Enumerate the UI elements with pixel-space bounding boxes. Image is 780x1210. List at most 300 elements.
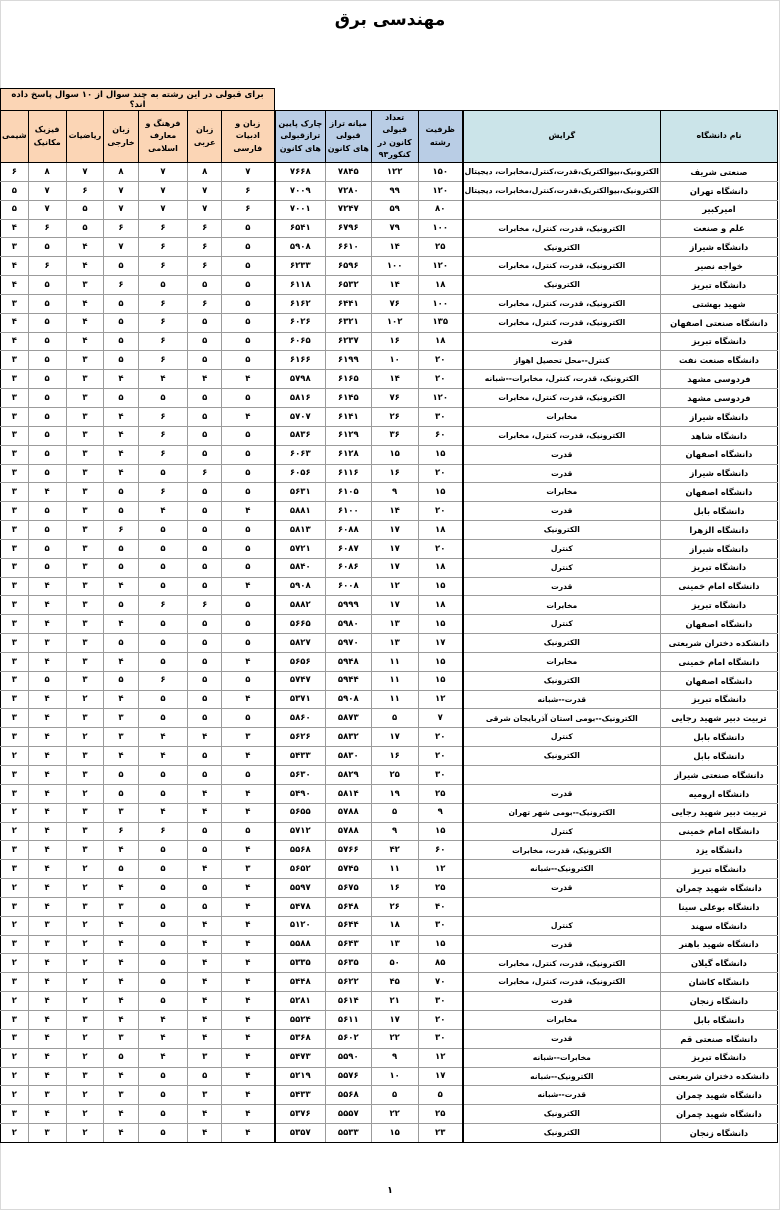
cell-major: الکترونیک bbox=[463, 238, 661, 257]
cell-math: ۳ bbox=[66, 521, 104, 540]
cell-major: قدرت bbox=[463, 577, 661, 596]
cell-capacity: ۳۰ bbox=[418, 407, 462, 426]
header-major: گرایش bbox=[463, 111, 661, 163]
cell-math: ۳ bbox=[66, 558, 104, 577]
cell-religion: ۵ bbox=[138, 973, 188, 992]
cell-math: ۳ bbox=[66, 351, 104, 370]
cell-farsi: ۵ bbox=[222, 351, 275, 370]
cell-physics: ۴ bbox=[28, 992, 66, 1011]
cell-admitted: ۱۶ bbox=[371, 464, 418, 483]
cell-capacity: ۱۵ bbox=[418, 445, 462, 464]
cell-chemistry: ۳ bbox=[1, 1029, 29, 1048]
cell-physics: ۴ bbox=[28, 1010, 66, 1029]
cell-foreign: ۴ bbox=[104, 916, 138, 935]
cell-farsi: ۵ bbox=[222, 766, 275, 785]
table-row bbox=[1, 954, 778, 973]
table-row bbox=[1, 1086, 778, 1105]
cell-university: دانشگاه تبریز bbox=[660, 276, 777, 295]
cell-chemistry: ۴ bbox=[1, 276, 29, 295]
cell-math: ۲ bbox=[66, 1048, 104, 1067]
cell-major: قدرت--شبانه bbox=[463, 690, 661, 709]
cell-quartile: ۶۲۳۳ bbox=[275, 257, 326, 276]
cell-arabic: ۵ bbox=[188, 445, 222, 464]
cell-quartile: ۵۸۶۰ bbox=[275, 709, 326, 728]
cell-capacity: ۲۳ bbox=[418, 1124, 462, 1143]
cell-arabic: ۵ bbox=[188, 502, 222, 521]
header-chemistry: شیمی bbox=[1, 111, 29, 163]
cell-capacity: ۲۵ bbox=[418, 238, 462, 257]
cell-major: الکترونیک،بیوالکتریک،قدرت،کنترل،مخابرات، دیجیتال bbox=[463, 163, 661, 182]
cell-median: ۵۹۰۸ bbox=[326, 690, 371, 709]
cell-math: ۳ bbox=[66, 539, 104, 558]
cell-foreign: ۶ bbox=[104, 521, 138, 540]
cell-chemistry: ۳ bbox=[1, 973, 29, 992]
cell-admitted: ۱۴ bbox=[371, 276, 418, 295]
cell-arabic: ۴ bbox=[188, 728, 222, 747]
cell-chemistry: ۳ bbox=[1, 577, 29, 596]
cell-median: ۵۵۷۶ bbox=[326, 1067, 371, 1086]
cell-quartile: ۶۰۲۶ bbox=[275, 313, 326, 332]
cell-quartile: ۵۳۷۶ bbox=[275, 1105, 326, 1124]
cell-physics: ۴ bbox=[28, 973, 66, 992]
cell-median: ۶۴۴۱ bbox=[326, 294, 371, 313]
cell-major: کنترل bbox=[463, 822, 661, 841]
cell-math: ۳ bbox=[66, 577, 104, 596]
table-row bbox=[1, 897, 778, 916]
header-median: میانه تراز قبولی های کانون bbox=[326, 111, 371, 163]
table-row bbox=[1, 860, 778, 879]
cell-foreign: ۵ bbox=[104, 351, 138, 370]
cell-farsi: ۵ bbox=[222, 276, 275, 295]
cell-capacity: ۱۲۰ bbox=[418, 389, 462, 408]
cell-religion: ۶ bbox=[138, 238, 188, 257]
cell-capacity: ۲۰ bbox=[418, 747, 462, 766]
cell-chemistry: ۳ bbox=[1, 690, 29, 709]
table-row bbox=[1, 539, 778, 558]
cell-farsi: ۴ bbox=[222, 1029, 275, 1048]
cell-physics: ۴ bbox=[28, 747, 66, 766]
header-religion: فرهنگ و معارف اسلامی bbox=[138, 111, 188, 163]
cell-admitted: ۲۲ bbox=[371, 1105, 418, 1124]
table-row bbox=[1, 634, 778, 653]
cell-physics: ۷ bbox=[28, 181, 66, 200]
cell-capacity: ۵ bbox=[418, 1086, 462, 1105]
table-row bbox=[1, 181, 778, 200]
cell-admitted: ۱۷ bbox=[371, 596, 418, 615]
cell-religion: ۶ bbox=[138, 351, 188, 370]
cell-chemistry: ۴ bbox=[1, 332, 29, 351]
cell-math: ۳ bbox=[66, 709, 104, 728]
cell-median: ۵۶۷۵ bbox=[326, 879, 371, 898]
cell-math: ۳ bbox=[66, 276, 104, 295]
cell-university: دانشگاه تبریز bbox=[660, 332, 777, 351]
cell-chemistry: ۳ bbox=[1, 634, 29, 653]
cell-chemistry: ۳ bbox=[1, 1010, 29, 1029]
cell-farsi: ۴ bbox=[222, 577, 275, 596]
cell-university: دانشگاه بابل bbox=[660, 1010, 777, 1029]
cell-median: ۵۸۱۴ bbox=[326, 784, 371, 803]
cell-university: دانشگاه شهید چمران bbox=[660, 879, 777, 898]
cell-quartile: ۵۶۵۵ bbox=[275, 803, 326, 822]
cell-foreign: ۵ bbox=[104, 766, 138, 785]
cell-major bbox=[463, 766, 661, 785]
cell-admitted: ۵ bbox=[371, 1086, 418, 1105]
cell-physics: ۳ bbox=[28, 935, 66, 954]
cell-math: ۶ bbox=[66, 181, 104, 200]
cell-chemistry: ۲ bbox=[1, 1048, 29, 1067]
cell-university: دانشگاه امام خمینی bbox=[660, 652, 777, 671]
cell-quartile: ۵۶۳۱ bbox=[275, 483, 326, 502]
cell-arabic: ۵ bbox=[188, 841, 222, 860]
cell-university: دانشگاه یزد bbox=[660, 841, 777, 860]
cell-farsi: ۴ bbox=[222, 652, 275, 671]
cell-major: الکترونیک، قدرت، کنترل، مخابرات bbox=[463, 389, 661, 408]
cell-capacity: ۱۷ bbox=[418, 1067, 462, 1086]
cell-quartile: ۵۴۹۰ bbox=[275, 784, 326, 803]
cell-major: الکترونیک، قدرت، کنترل، مخابرات bbox=[463, 219, 661, 238]
cell-university: دانشگاه ارومیه bbox=[660, 784, 777, 803]
cell-capacity: ۹ bbox=[418, 803, 462, 822]
cell-foreign: ۴ bbox=[104, 1124, 138, 1143]
cell-religion: ۵ bbox=[138, 784, 188, 803]
cell-median: ۵۹۴۸ bbox=[326, 652, 371, 671]
cell-university: دانشگاه الزهرا bbox=[660, 521, 777, 540]
cell-quartile: ۵۳۶۸ bbox=[275, 1029, 326, 1048]
cell-foreign: ۵ bbox=[104, 860, 138, 879]
cell-capacity: ۱۵ bbox=[418, 577, 462, 596]
cell-religion: ۵ bbox=[138, 916, 188, 935]
table-row bbox=[1, 671, 778, 690]
cell-foreign: ۴ bbox=[104, 1010, 138, 1029]
cell-university: دانشگاه صنعت نفت bbox=[660, 351, 777, 370]
cell-major: الکترونیک، قدرت، کنترل، مخابرات bbox=[463, 294, 661, 313]
cell-capacity: ۸۰ bbox=[418, 200, 462, 219]
cell-capacity: ۱۵ bbox=[418, 615, 462, 634]
cell-physics: ۴ bbox=[28, 784, 66, 803]
cell-median: ۵۷۸۸ bbox=[326, 822, 371, 841]
cell-admitted: ۹ bbox=[371, 483, 418, 502]
cell-median: ۶۵۹۶ bbox=[326, 257, 371, 276]
cell-median: ۶۲۳۷ bbox=[326, 332, 371, 351]
cell-arabic: ۵ bbox=[188, 671, 222, 690]
cell-arabic: ۸ bbox=[188, 163, 222, 182]
cell-major: الکترونیک--بومی استان آذربایجان شرقی bbox=[463, 709, 661, 728]
cell-arabic: ۵ bbox=[188, 558, 222, 577]
cell-major: الکترونیک، قدرت، مخابرات bbox=[463, 841, 661, 860]
cell-chemistry: ۳ bbox=[1, 728, 29, 747]
cell-farsi: ۳ bbox=[222, 860, 275, 879]
cell-admitted: ۱۴ bbox=[371, 238, 418, 257]
cell-religion: ۵ bbox=[138, 521, 188, 540]
cell-religion: ۵ bbox=[138, 276, 188, 295]
cell-physics: ۸ bbox=[28, 163, 66, 182]
cell-university: دانشگاه صنعتی اصفهان bbox=[660, 313, 777, 332]
cell-physics: ۴ bbox=[28, 577, 66, 596]
cell-quartile: ۵۵۶۸ bbox=[275, 841, 326, 860]
cell-capacity: ۶۰ bbox=[418, 841, 462, 860]
cell-arabic: ۴ bbox=[188, 860, 222, 879]
cell-religion: ۵ bbox=[138, 634, 188, 653]
cell-median: ۵۶۲۲ bbox=[326, 973, 371, 992]
cell-quartile: ۵۶۵۲ bbox=[275, 860, 326, 879]
cell-median: ۵۹۹۹ bbox=[326, 596, 371, 615]
cell-arabic: ۴ bbox=[188, 370, 222, 389]
cell-physics: ۴ bbox=[28, 766, 66, 785]
cell-admitted: ۱۰ bbox=[371, 1067, 418, 1086]
cell-arabic: ۴ bbox=[188, 954, 222, 973]
cell-farsi: ۴ bbox=[222, 1124, 275, 1143]
cell-math: ۳ bbox=[66, 1067, 104, 1086]
cell-physics: ۴ bbox=[28, 596, 66, 615]
cell-physics: ۵ bbox=[28, 445, 66, 464]
cell-arabic: ۵ bbox=[188, 577, 222, 596]
cell-farsi: ۵ bbox=[222, 634, 275, 653]
cell-foreign: ۳ bbox=[104, 728, 138, 747]
cell-capacity: ۱۲ bbox=[418, 860, 462, 879]
cell-foreign: ۴ bbox=[104, 992, 138, 1011]
cell-major: الکترونیک--شبانه bbox=[463, 1067, 661, 1086]
cell-major: کنترل bbox=[463, 728, 661, 747]
cell-university: دانشگاه زنجان bbox=[660, 992, 777, 1011]
cell-university: دانشگاه شیراز bbox=[660, 407, 777, 426]
cell-admitted: ۹ bbox=[371, 822, 418, 841]
cell-physics: ۴ bbox=[28, 803, 66, 822]
cell-chemistry: ۲ bbox=[1, 992, 29, 1011]
table-row bbox=[1, 276, 778, 295]
cell-arabic: ۶ bbox=[188, 596, 222, 615]
cell-chemistry: ۲ bbox=[1, 879, 29, 898]
cell-major: قدرت bbox=[463, 992, 661, 1011]
cell-religion: ۵ bbox=[138, 1067, 188, 1086]
cell-chemistry: ۲ bbox=[1, 954, 29, 973]
cell-math: ۲ bbox=[66, 973, 104, 992]
cell-chemistry: ۳ bbox=[1, 615, 29, 634]
cell-physics: ۴ bbox=[28, 615, 66, 634]
cell-math: ۳ bbox=[66, 502, 104, 521]
cell-capacity: ۱۲۰ bbox=[418, 257, 462, 276]
cell-quartile: ۶۰۶۵ bbox=[275, 332, 326, 351]
cell-capacity: ۱۸ bbox=[418, 332, 462, 351]
cell-capacity: ۱۵ bbox=[418, 671, 462, 690]
cell-physics: ۴ bbox=[28, 690, 66, 709]
cell-chemistry: ۳ bbox=[1, 652, 29, 671]
cell-quartile: ۵۸۲۷ bbox=[275, 634, 326, 653]
cell-math: ۲ bbox=[66, 1105, 104, 1124]
cell-physics: ۳ bbox=[28, 916, 66, 935]
cell-capacity: ۱۸ bbox=[418, 276, 462, 295]
table-row bbox=[1, 521, 778, 540]
cell-religion: ۵ bbox=[138, 558, 188, 577]
cell-farsi: ۵ bbox=[222, 257, 275, 276]
cell-quartile: ۵۸۱۶ bbox=[275, 389, 326, 408]
cell-arabic: ۵ bbox=[188, 539, 222, 558]
cell-chemistry: ۶ bbox=[1, 163, 29, 182]
cell-religion: ۶ bbox=[138, 483, 188, 502]
cell-physics: ۵ bbox=[28, 313, 66, 332]
cell-chemistry: ۴ bbox=[1, 219, 29, 238]
cell-foreign: ۵ bbox=[104, 257, 138, 276]
question-banner: برای قبولی در این رشته به چند سوال از ۱۰ سوال پاسخ داده اند؟ bbox=[1, 89, 275, 111]
cell-capacity: ۱۲ bbox=[418, 1048, 462, 1067]
table-row bbox=[1, 294, 778, 313]
cell-religion: ۵ bbox=[138, 389, 188, 408]
cell-capacity: ۱۳۵ bbox=[418, 313, 462, 332]
cell-university: دانشگاه تبریز bbox=[660, 860, 777, 879]
cell-math: ۲ bbox=[66, 935, 104, 954]
cell-chemistry: ۳ bbox=[1, 784, 29, 803]
cell-median: ۶۱۲۸ bbox=[326, 445, 371, 464]
cell-religion: ۶ bbox=[138, 332, 188, 351]
cell-capacity: ۷ bbox=[418, 709, 462, 728]
cell-capacity: ۳۰ bbox=[418, 1029, 462, 1048]
cell-math: ۳ bbox=[66, 596, 104, 615]
cell-median: ۷۲۴۷ bbox=[326, 200, 371, 219]
cell-admitted: ۷۶ bbox=[371, 294, 418, 313]
table-row bbox=[1, 370, 778, 389]
cell-physics: ۳ bbox=[28, 1086, 66, 1105]
cell-quartile: ۵۵۸۸ bbox=[275, 935, 326, 954]
cell-admitted: ۷۶ bbox=[371, 389, 418, 408]
cell-quartile: ۷۶۶۸ bbox=[275, 163, 326, 182]
cell-major: الکترونیک، قدرت، کنترل، مخابرات bbox=[463, 426, 661, 445]
cell-arabic: ۵ bbox=[188, 709, 222, 728]
cell-foreign: ۵ bbox=[104, 671, 138, 690]
table-row bbox=[1, 351, 778, 370]
cell-math: ۳ bbox=[66, 1010, 104, 1029]
cell-quartile: ۵۴۴۸ bbox=[275, 973, 326, 992]
table-row bbox=[1, 879, 778, 898]
cell-university: امیرکبیر bbox=[660, 200, 777, 219]
cell-foreign: ۵ bbox=[104, 1048, 138, 1067]
cell-university: علم و صنعت bbox=[660, 219, 777, 238]
cell-foreign: ۳ bbox=[104, 1029, 138, 1048]
cell-chemistry: ۳ bbox=[1, 558, 29, 577]
header-arabic: زبان عربی bbox=[188, 111, 222, 163]
cell-university: دانشگاه صنعتی قم bbox=[660, 1029, 777, 1048]
cell-admitted: ۱۳ bbox=[371, 615, 418, 634]
cell-admitted: ۱۶ bbox=[371, 332, 418, 351]
cell-religion: ۵ bbox=[138, 690, 188, 709]
cell-major: قدرت bbox=[463, 502, 661, 521]
cell-university: دانشگاه شهید چمران bbox=[660, 1086, 777, 1105]
table-row bbox=[1, 652, 778, 671]
cell-farsi: ۴ bbox=[222, 1048, 275, 1067]
cell-major: الکترونیک، قدرت، کنترل، مخابرات bbox=[463, 313, 661, 332]
cell-university: دانشگاه زنجان bbox=[660, 1124, 777, 1143]
cell-university: دانشگاه بوعلی سینا bbox=[660, 897, 777, 916]
cell-median: ۵۵۶۸ bbox=[326, 1086, 371, 1105]
cell-farsi: ۴ bbox=[222, 916, 275, 935]
cell-university: خواجه نصیر bbox=[660, 257, 777, 276]
cell-foreign: ۷ bbox=[104, 181, 138, 200]
cell-arabic: ۵ bbox=[188, 351, 222, 370]
cell-admitted: ۱۷ bbox=[371, 1010, 418, 1029]
cell-religion: ۷ bbox=[138, 163, 188, 182]
cell-foreign: ۳ bbox=[104, 1086, 138, 1105]
cell-chemistry: ۳ bbox=[1, 483, 29, 502]
cell-admitted: ۱۶ bbox=[371, 879, 418, 898]
table-row bbox=[1, 992, 778, 1011]
cell-physics: ۴ bbox=[28, 879, 66, 898]
cell-farsi: ۴ bbox=[222, 897, 275, 916]
cell-religion: ۶ bbox=[138, 445, 188, 464]
cell-university: تربیت دبیر شهید رجایی bbox=[660, 709, 777, 728]
cell-physics: ۶ bbox=[28, 219, 66, 238]
cell-farsi: ۵ bbox=[222, 615, 275, 634]
table-row bbox=[1, 1124, 778, 1143]
cell-median: ۶۱۶۵ bbox=[326, 370, 371, 389]
cell-physics: ۵ bbox=[28, 502, 66, 521]
cell-university: دانشگاه بابل bbox=[660, 728, 777, 747]
cell-median: ۶۱۰۵ bbox=[326, 483, 371, 502]
cell-university: دانشگاه تبریز bbox=[660, 558, 777, 577]
cell-capacity: ۱۵ bbox=[418, 935, 462, 954]
cell-university: شهید بهشتی bbox=[660, 294, 777, 313]
cell-chemistry: ۳ bbox=[1, 370, 29, 389]
cell-chemistry: ۳ bbox=[1, 709, 29, 728]
cell-median: ۶۳۲۱ bbox=[326, 313, 371, 332]
cell-admitted: ۵۰ bbox=[371, 954, 418, 973]
cell-religion: ۴ bbox=[138, 1048, 188, 1067]
cell-physics: ۵ bbox=[28, 332, 66, 351]
cell-quartile: ۵۹۰۸ bbox=[275, 238, 326, 257]
cell-admitted: ۱۴ bbox=[371, 502, 418, 521]
cell-admitted: ۱۳ bbox=[371, 935, 418, 954]
cell-arabic: ۶ bbox=[188, 257, 222, 276]
cell-major: مخابرات bbox=[463, 652, 661, 671]
cell-university: فردوسی مشهد bbox=[660, 389, 777, 408]
cell-chemistry: ۳ bbox=[1, 389, 29, 408]
cell-median: ۵۷۴۵ bbox=[326, 860, 371, 879]
cell-chemistry: ۲ bbox=[1, 1067, 29, 1086]
cell-religion: ۴ bbox=[138, 370, 188, 389]
cell-chemistry: ۳ bbox=[1, 935, 29, 954]
header-physics: فیزیک مکانیک bbox=[28, 111, 66, 163]
cell-foreign: ۴ bbox=[104, 1067, 138, 1086]
cell-arabic: ۶ bbox=[188, 464, 222, 483]
cell-chemistry: ۲ bbox=[1, 1086, 29, 1105]
page-number: ۱ bbox=[387, 1185, 393, 1196]
cell-religion: ۵ bbox=[138, 615, 188, 634]
cell-physics: ۵ bbox=[28, 238, 66, 257]
table-row bbox=[1, 1067, 778, 1086]
cell-chemistry: ۲ bbox=[1, 822, 29, 841]
cell-farsi: ۵ bbox=[222, 596, 275, 615]
header-math: ریاضیات bbox=[66, 111, 104, 163]
cell-farsi: ۴ bbox=[222, 841, 275, 860]
cell-arabic: ۴ bbox=[188, 784, 222, 803]
cell-physics: ۵ bbox=[28, 558, 66, 577]
cell-religion: ۶ bbox=[138, 294, 188, 313]
cell-religion: ۵ bbox=[138, 1105, 188, 1124]
cell-math: ۴ bbox=[66, 332, 104, 351]
cell-foreign: ۴ bbox=[104, 935, 138, 954]
cell-major: کنترل bbox=[463, 615, 661, 634]
cell-farsi: ۴ bbox=[222, 973, 275, 992]
cell-major: کنترل bbox=[463, 916, 661, 935]
cell-farsi: ۳ bbox=[222, 728, 275, 747]
cell-major: الکترونیک، قدرت، کنترل، مخابرات bbox=[463, 954, 661, 973]
cell-arabic: ۵ bbox=[188, 897, 222, 916]
cell-religion: ۵ bbox=[138, 709, 188, 728]
cell-major: الکترونیک bbox=[463, 1105, 661, 1124]
cell-median: ۵۶۴۸ bbox=[326, 897, 371, 916]
cell-foreign: ۴ bbox=[104, 841, 138, 860]
cell-math: ۲ bbox=[66, 690, 104, 709]
cell-physics: ۴ bbox=[28, 1029, 66, 1048]
cell-admitted: ۵۹ bbox=[371, 200, 418, 219]
cell-foreign: ۸ bbox=[104, 163, 138, 182]
